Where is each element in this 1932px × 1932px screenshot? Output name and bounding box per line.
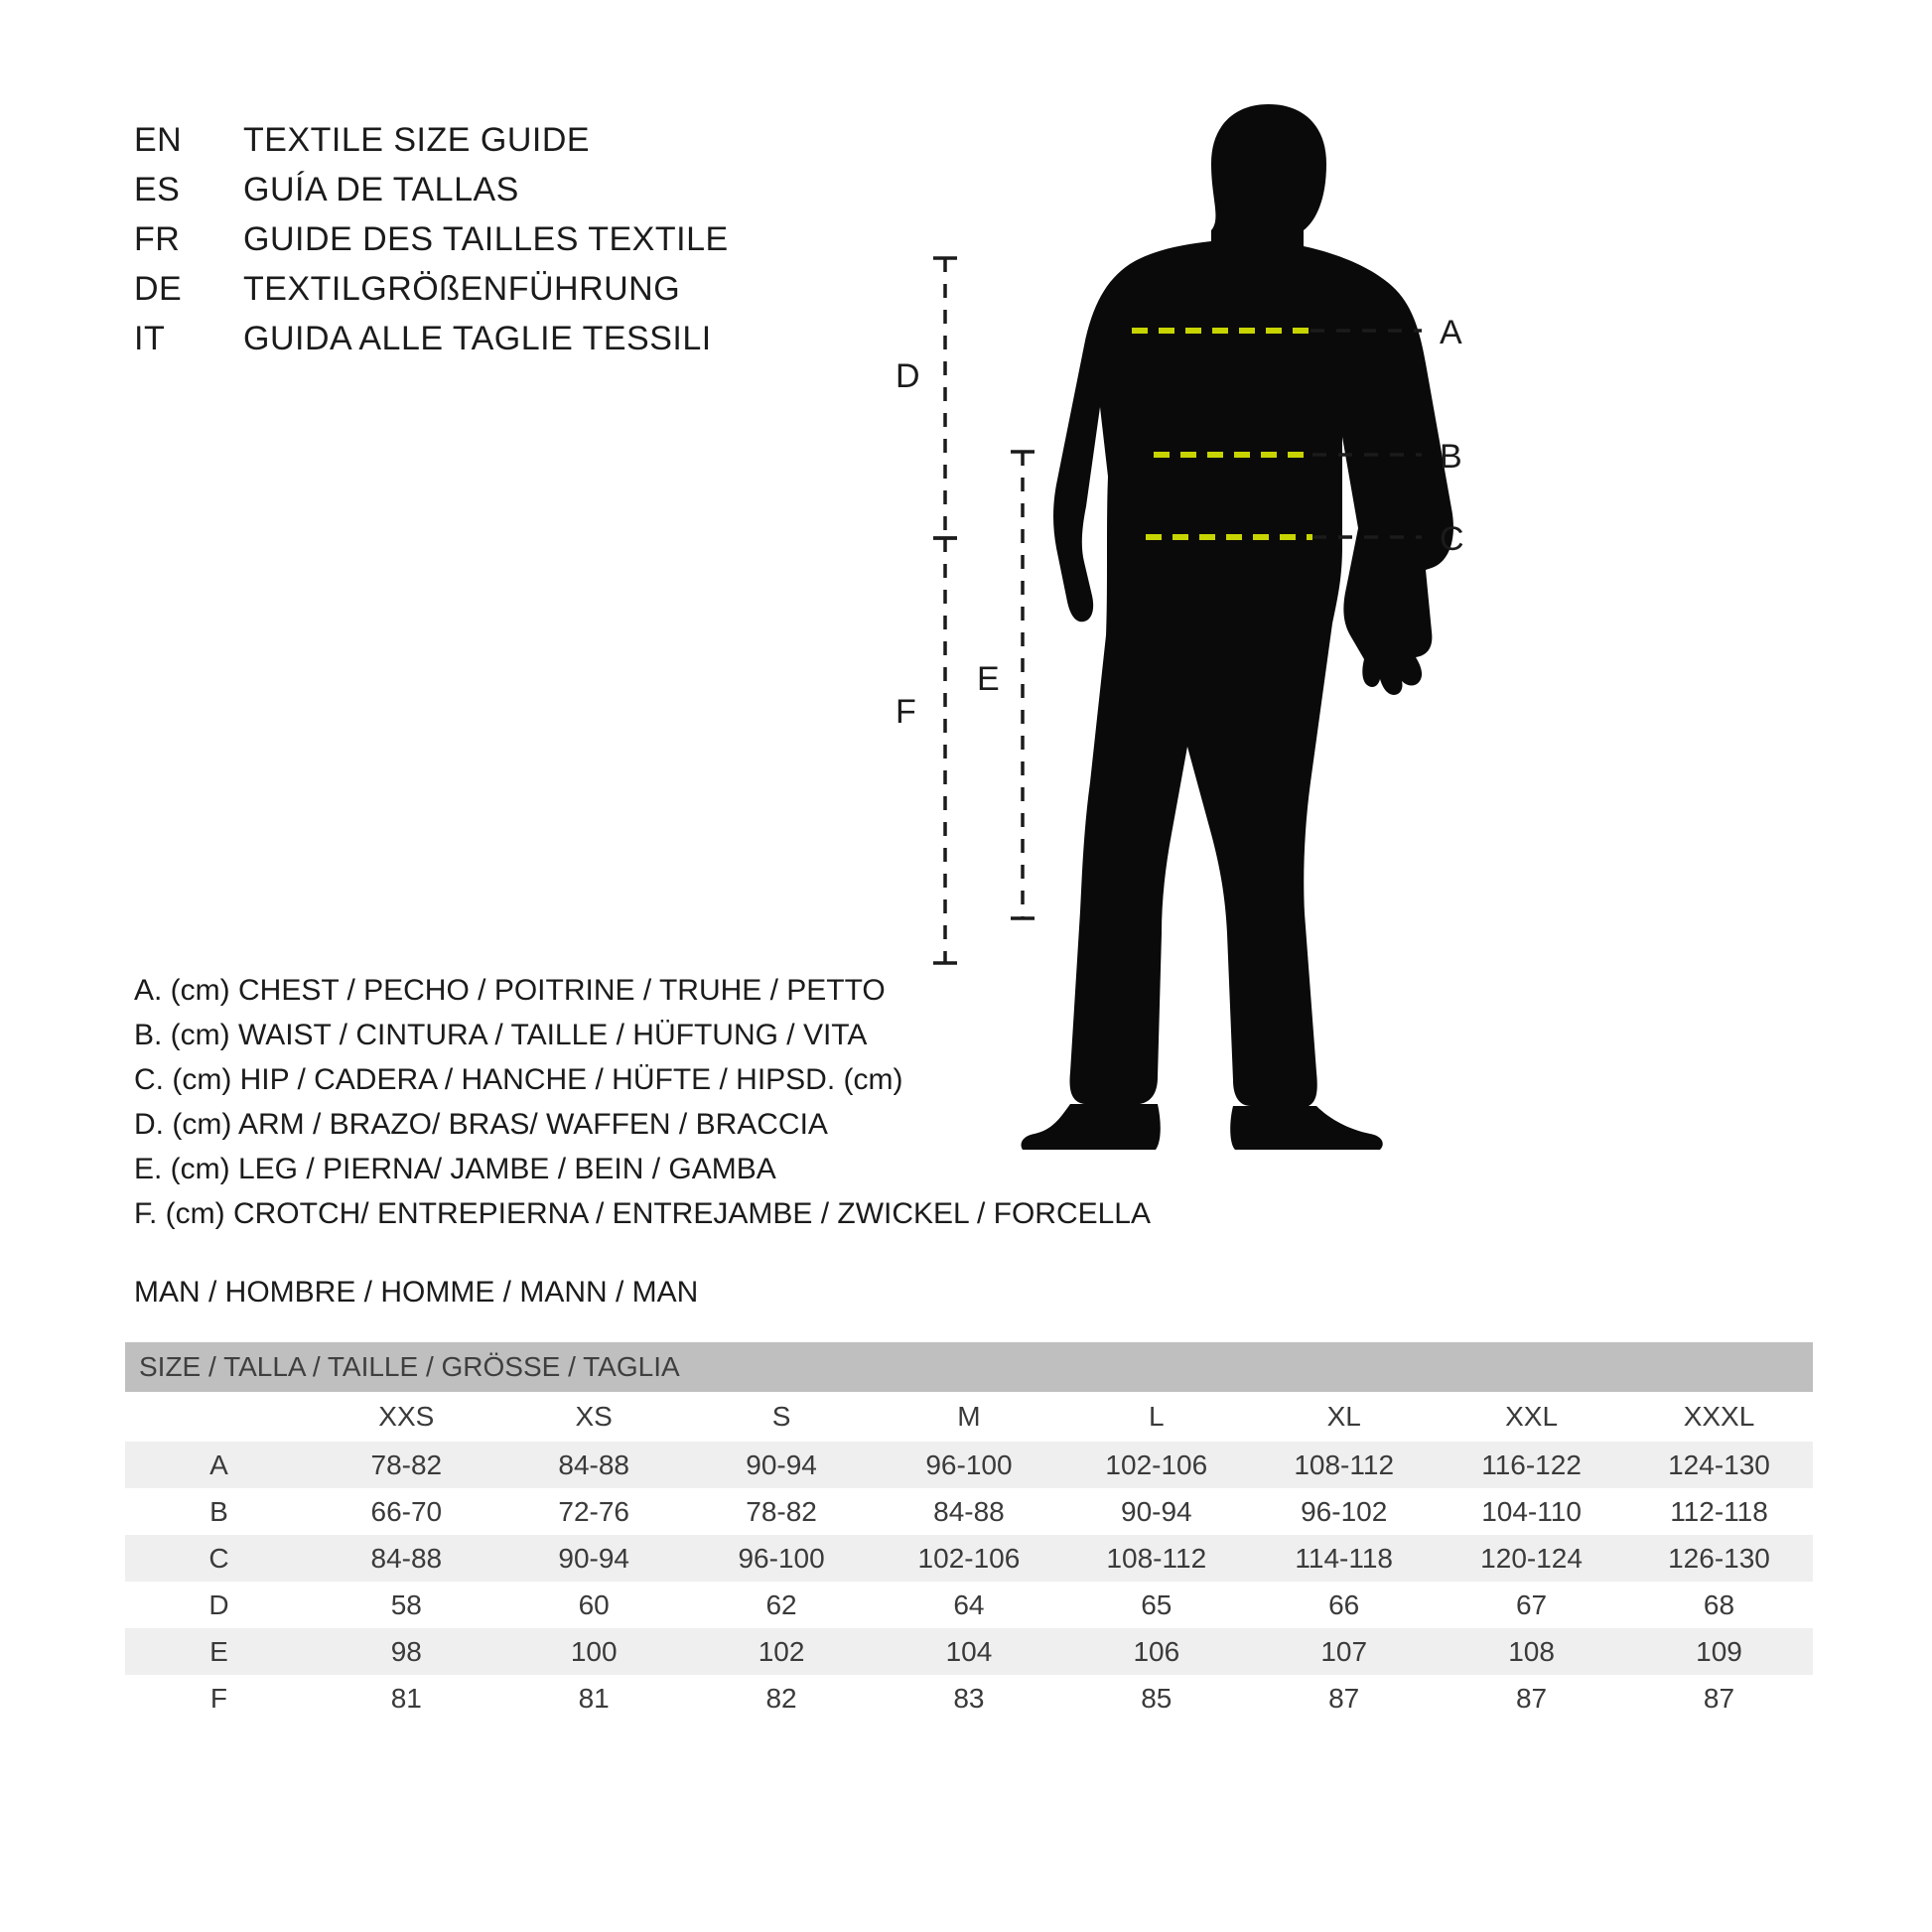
cell-a-s: 90-94 <box>688 1442 876 1488</box>
language-row <box>134 270 889 320</box>
cell-d-l: 65 <box>1062 1582 1250 1628</box>
cell-a-xxl: 116-122 <box>1438 1442 1625 1488</box>
table-row <box>125 1675 1813 1722</box>
size-table-title: SIZE / TALLA / TAILLE / GRÖSSE / TAGLIA <box>125 1342 1813 1392</box>
language-title: GUIDE DES TAILLES TEXTILE <box>243 220 729 258</box>
table-row <box>125 1488 1813 1535</box>
cell-b-xxl: 104-110 <box>1438 1488 1625 1535</box>
cell-a-m: 96-100 <box>876 1442 1063 1488</box>
cell-f-xxl: 87 <box>1438 1675 1625 1722</box>
dimension-f <box>933 538 957 963</box>
cell-c-xs: 90-94 <box>500 1535 688 1582</box>
column-header-m: M <box>876 1392 1063 1442</box>
cell-f-s: 82 <box>688 1675 876 1722</box>
cell-f-xxxl: 87 <box>1625 1675 1813 1722</box>
cell-e-m: 104 <box>876 1628 1063 1675</box>
legend-item-b: B. (cm) WAIST / CINTURA / TAILLE / HÜFTUNG / VITA <box>134 1019 868 1051</box>
cell-b-s: 78-82 <box>688 1488 876 1535</box>
cell-b-xl: 96-102 <box>1250 1488 1438 1535</box>
cell-e-xxs: 98 <box>313 1628 500 1675</box>
language-code: FR <box>134 220 181 258</box>
row-label-d: D <box>125 1582 313 1628</box>
column-header-xs: XS <box>500 1392 688 1442</box>
language-row <box>134 220 889 270</box>
table-row <box>125 1442 1813 1488</box>
gender-label: MAN / HOMBRE / HOMME / MANN / MAN <box>134 1276 699 1309</box>
cell-f-xs: 81 <box>500 1675 688 1722</box>
language-row <box>134 121 889 171</box>
cell-f-xxs: 81 <box>313 1675 500 1722</box>
cell-a-xxs: 78-82 <box>313 1442 500 1488</box>
cell-f-xl: 87 <box>1250 1675 1438 1722</box>
empty-corner-cell <box>125 1392 313 1442</box>
cell-e-s: 102 <box>688 1628 876 1675</box>
cell-b-xxs: 66-70 <box>313 1488 500 1535</box>
language-title: TEXTILGRÖßENFÜHRUNG <box>243 270 681 308</box>
callout-label-b: B <box>1440 438 1462 476</box>
column-header-xxs: XXS <box>313 1392 500 1442</box>
table-row <box>125 1535 1813 1582</box>
dimension-label-e: E <box>977 660 1000 698</box>
cell-b-m: 84-88 <box>876 1488 1063 1535</box>
callout-label-c: C <box>1440 520 1464 558</box>
cell-f-m: 83 <box>876 1675 1063 1722</box>
row-label-f: F <box>125 1675 313 1722</box>
cell-a-l: 102-106 <box>1062 1442 1250 1488</box>
size-table-container <box>125 1342 1813 1722</box>
cell-d-xxl: 67 <box>1438 1582 1625 1628</box>
column-header-xxl: XXL <box>1438 1392 1625 1442</box>
cell-a-xl: 108-112 <box>1250 1442 1438 1488</box>
cell-a-xs: 84-88 <box>500 1442 688 1488</box>
language-title-block <box>134 121 889 369</box>
table-row <box>125 1582 1813 1628</box>
row-label-a: A <box>125 1442 313 1488</box>
cell-c-xxl: 120-124 <box>1438 1535 1625 1582</box>
column-header-xxxl: XXXL <box>1625 1392 1813 1442</box>
column-header-l: L <box>1062 1392 1250 1442</box>
language-code: IT <box>134 320 166 357</box>
table-header-row <box>125 1342 1813 1392</box>
language-row <box>134 320 889 369</box>
cell-c-m: 102-106 <box>876 1535 1063 1582</box>
cell-e-xl: 107 <box>1250 1628 1438 1675</box>
column-header-s: S <box>688 1392 876 1442</box>
language-code: EN <box>134 121 183 159</box>
legend-item-a: A. (cm) CHEST / PECHO / POITRINE / TRUHE / PETTO <box>134 974 886 1007</box>
cell-b-xs: 72-76 <box>500 1488 688 1535</box>
cell-a-xxxl: 124-130 <box>1625 1442 1813 1488</box>
language-code: ES <box>134 171 181 208</box>
legend-item-f: F. (cm) CROTCH/ ENTREPIERNA / ENTREJAMBE / ZWICKEL / FORCELLA <box>134 1197 1151 1230</box>
cell-d-s: 62 <box>688 1582 876 1628</box>
language-row <box>134 171 889 220</box>
row-label-c: C <box>125 1535 313 1582</box>
row-label-e: E <box>125 1628 313 1675</box>
cell-c-xxxl: 126-130 <box>1625 1535 1813 1582</box>
table-column-row <box>125 1392 1813 1442</box>
legend-item-e: E. (cm) LEG / PIERNA/ JAMBE / BEIN / GAMBA <box>134 1153 776 1185</box>
cell-c-s: 96-100 <box>688 1535 876 1582</box>
male-silhouette-icon <box>1022 104 1453 1150</box>
cell-d-xxxl: 68 <box>1625 1582 1813 1628</box>
dimension-label-d: D <box>896 357 920 395</box>
cell-e-xxxl: 109 <box>1625 1628 1813 1675</box>
size-table <box>125 1342 1813 1722</box>
cell-d-xxs: 58 <box>313 1582 500 1628</box>
column-header-xl: XL <box>1250 1392 1438 1442</box>
dimension-d <box>933 258 957 538</box>
legend-item-d: D. (cm) ARM / BRAZO/ BRAS/ WAFFEN / BRACCIA <box>134 1108 828 1141</box>
language-title: GUIDA ALLE TAGLIE TESSILI <box>243 320 712 357</box>
row-label-b: B <box>125 1488 313 1535</box>
cell-e-xxl: 108 <box>1438 1628 1625 1675</box>
cell-b-xxxl: 112-118 <box>1625 1488 1813 1535</box>
dimension-label-f: F <box>896 693 916 731</box>
legend-item-c: C. (cm) HIP / CADERA / HANCHE / HÜFTE / HIPSD. (cm) <box>134 1063 903 1096</box>
cell-b-l: 90-94 <box>1062 1488 1250 1535</box>
table-row <box>125 1628 1813 1675</box>
cell-f-l: 85 <box>1062 1675 1250 1722</box>
cell-c-xl: 114-118 <box>1250 1535 1438 1582</box>
body-measurement-diagram <box>896 79 1886 1231</box>
cell-d-m: 64 <box>876 1582 1063 1628</box>
language-title: GUÍA DE TALLAS <box>243 171 519 208</box>
cell-c-l: 108-112 <box>1062 1535 1250 1582</box>
language-code: DE <box>134 270 183 308</box>
cell-d-xl: 66 <box>1250 1582 1438 1628</box>
dimension-e <box>1011 452 1035 918</box>
language-title: TEXTILE SIZE GUIDE <box>243 121 591 159</box>
cell-d-xs: 60 <box>500 1582 688 1628</box>
cell-c-xxs: 84-88 <box>313 1535 500 1582</box>
cell-e-l: 106 <box>1062 1628 1250 1675</box>
cell-e-xs: 100 <box>500 1628 688 1675</box>
callout-label-a: A <box>1440 314 1462 351</box>
